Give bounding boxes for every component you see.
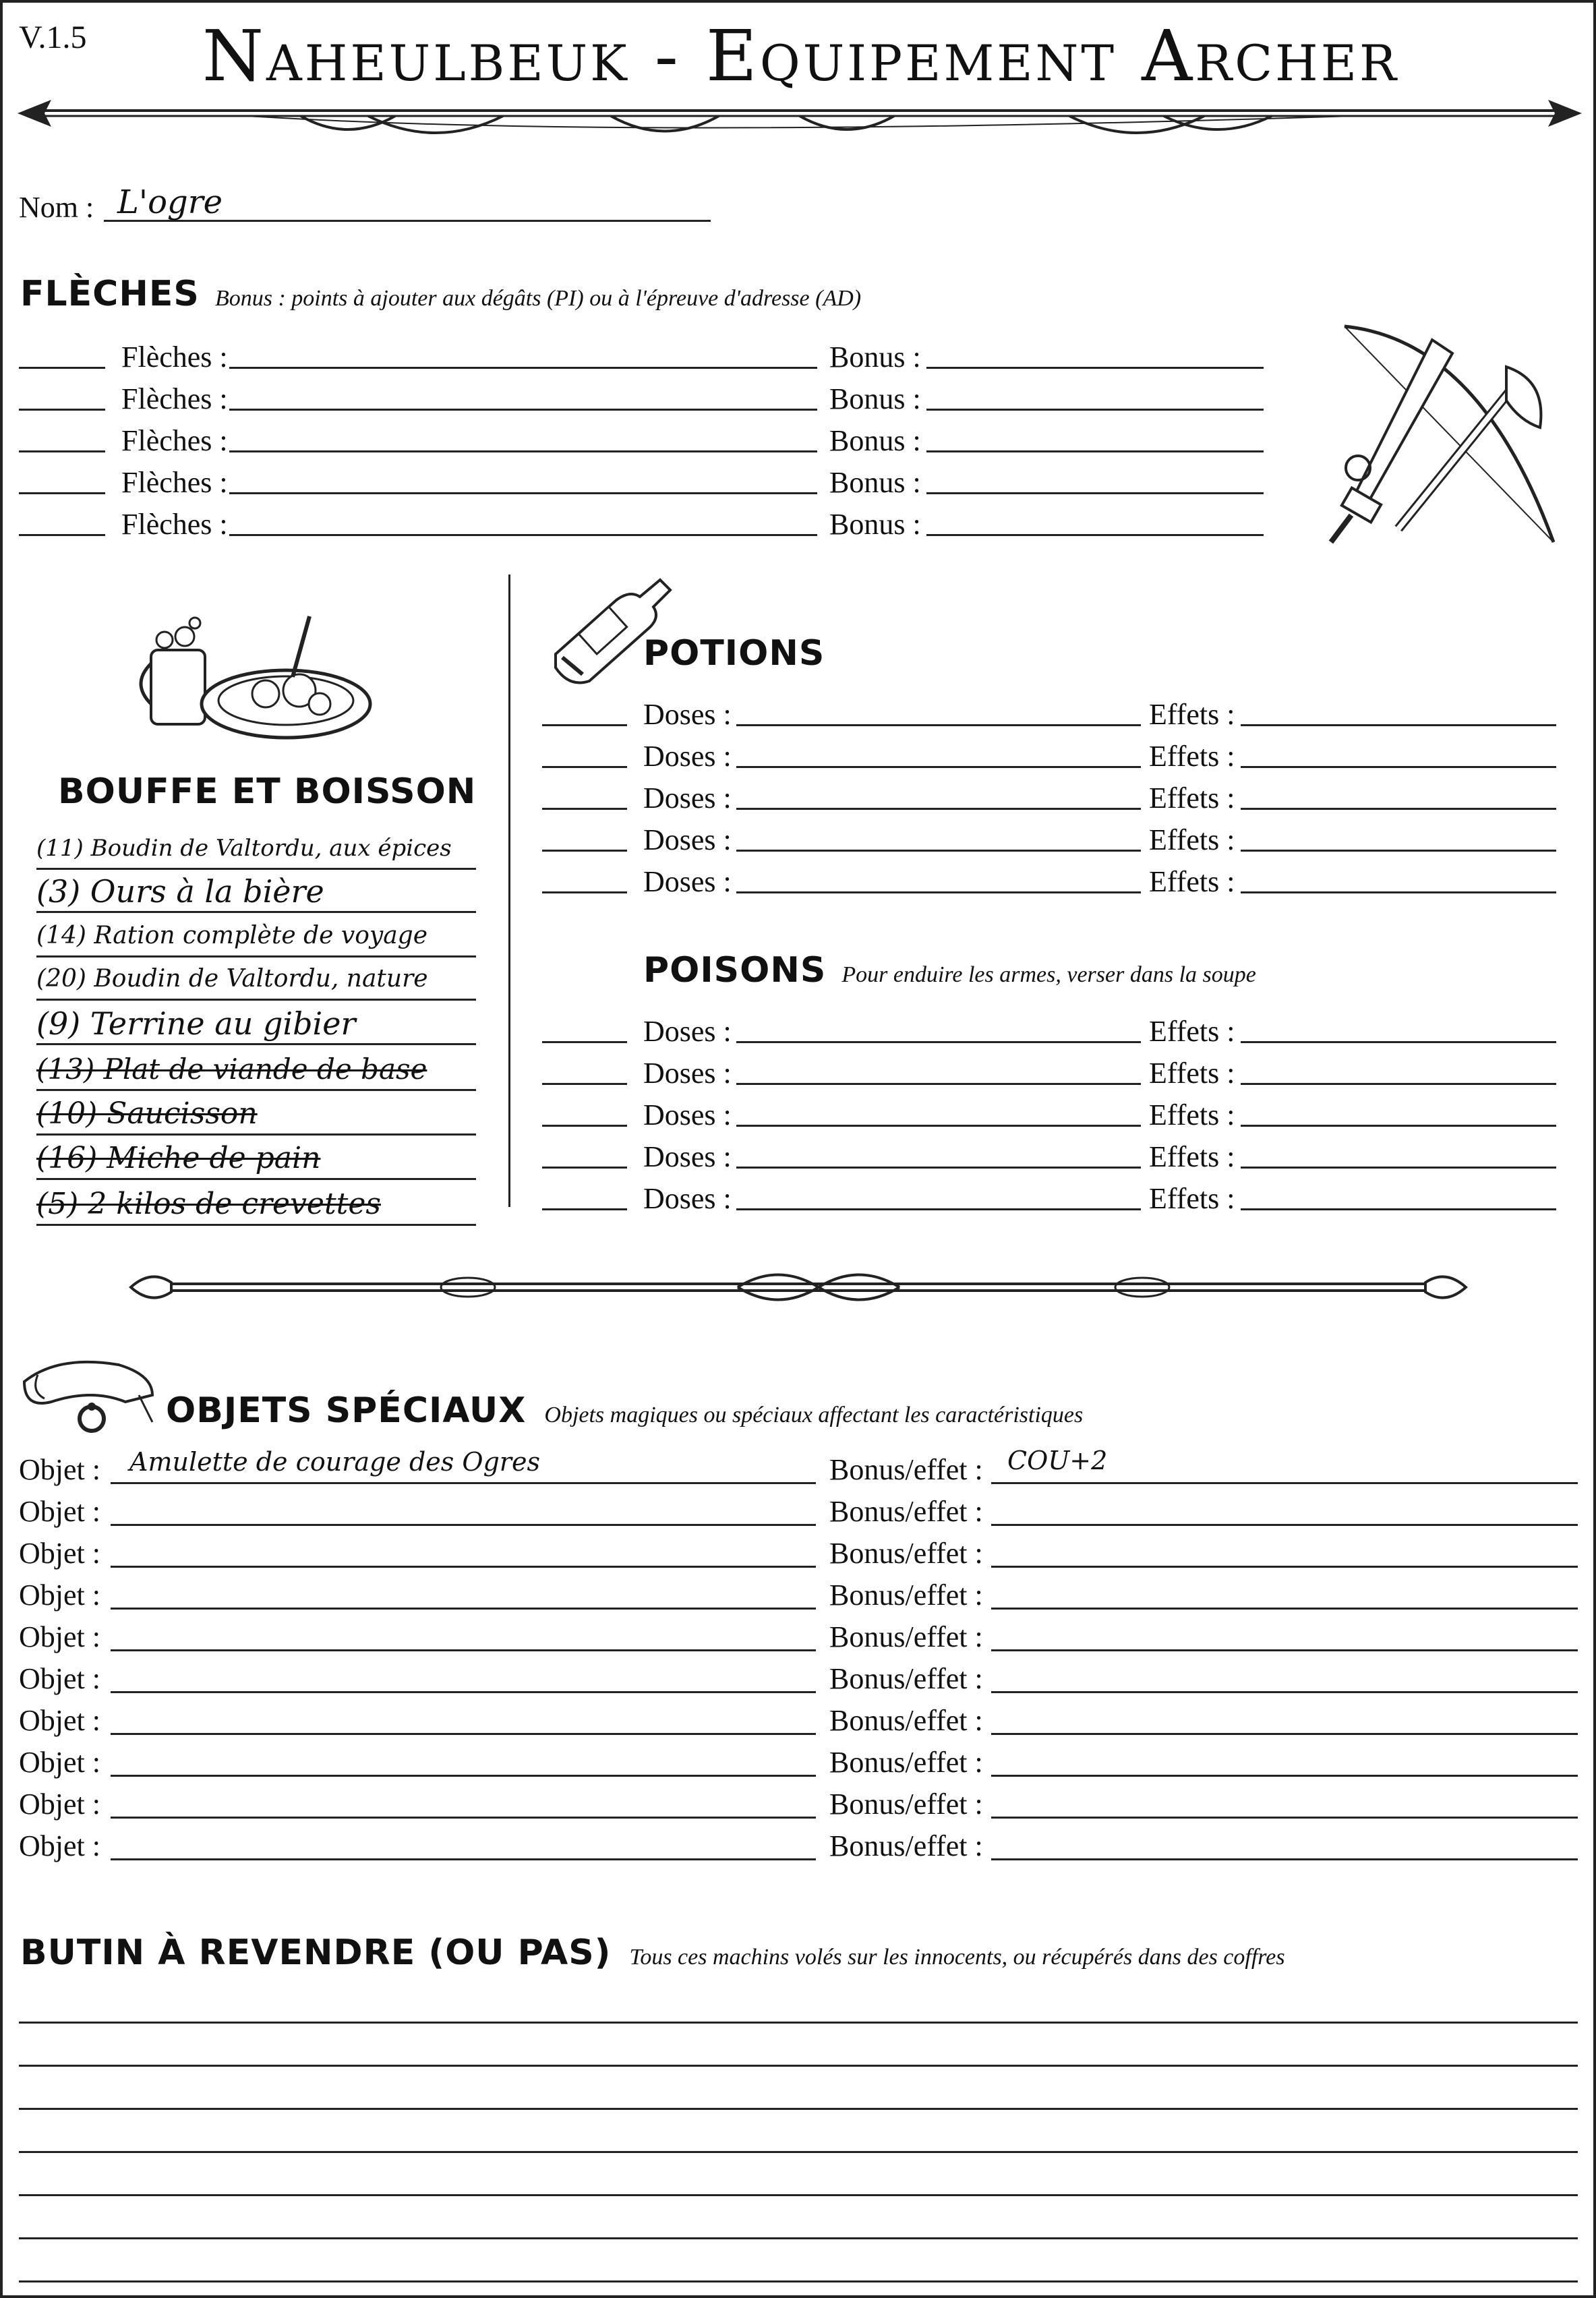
objet-bonus-label: Bonus/effet : — [829, 1829, 983, 1862]
objets-note: Objets magiques ou spéciaux affectant les caractéristiques — [544, 1403, 1084, 1427]
poisons-doses-line[interactable] — [736, 1083, 1141, 1085]
fleches-bonus-label: Bonus : — [829, 466, 921, 499]
objet-bonus-value[interactable]: COU+2 — [1007, 1446, 1108, 1475]
potions-effets-label: Effets : — [1149, 782, 1235, 815]
objet-label: Objet : — [19, 1746, 100, 1779]
fleches-label: Flèches : — [121, 466, 228, 499]
butin-line[interactable] — [19, 2022, 1578, 2024]
poisons-effets-line[interactable] — [1241, 1125, 1556, 1127]
potions-effets-line[interactable] — [1241, 766, 1556, 768]
scroll-ring-icon — [18, 1355, 159, 1436]
potions-doses-label: Doses : — [643, 865, 732, 898]
poisons-effets-line[interactable] — [1241, 1083, 1556, 1085]
poisons-doses-line[interactable] — [736, 1167, 1141, 1169]
butin-line[interactable] — [19, 2280, 1578, 2282]
potions-effets-line[interactable] — [1241, 850, 1556, 852]
poisons-doses-line[interactable] — [736, 1125, 1141, 1127]
potions-doses-label: Doses : — [643, 698, 732, 731]
potions-effets-line[interactable] — [1241, 808, 1556, 810]
butin-heading: BUTIN À REVENDRE (OU PAS) Tous ces machins volés sur les innocents, ou récupérés dans des coffres — [20, 1933, 1285, 1973]
objet-line[interactable] — [111, 1817, 816, 1819]
poisons-effets-label: Effets : — [1149, 1015, 1235, 1048]
fleches-label: Flèches : — [121, 341, 228, 374]
potions-count-line[interactable] — [542, 808, 627, 810]
objet-label: Objet : — [19, 1704, 100, 1737]
objet-line[interactable] — [111, 1566, 816, 1568]
poisons-doses-line[interactable] — [736, 1208, 1141, 1210]
poisons-doses-label: Doses : — [643, 1182, 732, 1215]
food-item[interactable]: (3) Ours à la bière — [36, 870, 476, 913]
objet-line[interactable] — [111, 1775, 816, 1777]
objet-bonus-line[interactable] — [991, 1482, 1578, 1484]
objet-bonus-line[interactable] — [991, 1775, 1578, 1777]
objet-bonus-line[interactable] — [991, 1608, 1578, 1610]
food-item[interactable]: (13) Plat de viande de base — [36, 1048, 476, 1091]
poisons-doses-label: Doses : — [643, 1015, 732, 1048]
fleches-count-line[interactable] — [19, 409, 105, 411]
objet-line[interactable] — [111, 1524, 816, 1526]
poisons-effets-line[interactable] — [1241, 1041, 1556, 1043]
food-item[interactable]: (5) 2 kilos de crevettes — [36, 1183, 476, 1226]
objet-label: Objet : — [19, 1579, 100, 1612]
poisons-count-line[interactable] — [542, 1125, 627, 1127]
food-item[interactable]: (14) Ration complète de voyage — [36, 914, 476, 958]
objet-line[interactable] — [111, 1733, 816, 1735]
objet-line[interactable] — [111, 1649, 816, 1651]
fleches-bonus-line[interactable] — [926, 534, 1264, 536]
potions-count-line[interactable] — [542, 850, 627, 852]
objet-line[interactable] — [111, 1608, 816, 1610]
fleches-heading: FLÈCHES Bonus : points à ajouter aux dégâts (PI) ou à l'épreuve d'adresse (AD) — [20, 274, 862, 314]
potions-count-line[interactable] — [542, 766, 627, 768]
potions-heading: POTIONS — [643, 633, 825, 674]
butin-line[interactable] — [19, 2237, 1578, 2239]
potions-effets-label: Effets : — [1149, 865, 1235, 898]
potions-doses-line[interactable] — [736, 808, 1141, 810]
fleches-label: Flèches : — [121, 382, 228, 415]
potions-doses-line[interactable] — [736, 766, 1141, 768]
objet-bonus-label: Bonus/effet : — [829, 1746, 983, 1779]
poisons-count-line[interactable] — [542, 1083, 627, 1085]
objet-bonus-label: Bonus/effet : — [829, 1704, 983, 1737]
objet-label: Objet : — [19, 1788, 100, 1821]
fleches-bonus-label: Bonus : — [829, 424, 921, 457]
objet-bonus-label: Bonus/effet : — [829, 1662, 983, 1695]
poisons-effets-label: Effets : — [1149, 1182, 1235, 1215]
objet-bonus-line[interactable] — [991, 1566, 1578, 1568]
objet-bonus-line[interactable] — [991, 1691, 1578, 1693]
poisons-note: Pour enduire les armes, verser dans la soupe — [841, 962, 1256, 987]
fleches-count-line[interactable] — [19, 367, 105, 369]
column-divider — [508, 574, 510, 1207]
fleches-count-line[interactable] — [19, 492, 105, 494]
fleches-bonus-line[interactable] — [926, 367, 1264, 369]
fleches-name-line[interactable] — [229, 534, 817, 536]
potions-doses-line[interactable] — [736, 850, 1141, 852]
poisons-effets-line[interactable] — [1241, 1167, 1556, 1169]
fleches-note: Bonus : points à ajouter aux dégâts (PI) ou à l'épreuve d'adresse (AD) — [214, 286, 862, 311]
poisons-doses-label: Doses : — [643, 1098, 732, 1131]
objet-bonus-line[interactable] — [991, 1817, 1578, 1819]
arrow-divider-icon — [18, 89, 1582, 150]
objet-bonus-label: Bonus/effet : — [829, 1788, 983, 1821]
poisons-doses-label: Doses : — [643, 1140, 732, 1173]
bouffe-heading: BOUFFE ET BOISSON — [58, 771, 477, 812]
objet-bonus-label: Bonus/effet : — [829, 1453, 983, 1486]
objet-bonus-label: Bonus/effet : — [829, 1537, 983, 1570]
poisons-count-line[interactable] — [542, 1167, 627, 1169]
objet-bonus-label: Bonus/effet : — [829, 1620, 983, 1653]
food-item[interactable]: (16) Miche de pain — [36, 1137, 476, 1180]
fleches-name-line[interactable] — [229, 450, 817, 452]
objet-label: Objet : — [19, 1829, 100, 1862]
objet-bonus-label: Bonus/effet : — [829, 1579, 983, 1612]
objet-line[interactable] — [111, 1482, 816, 1484]
poisons-doses-line[interactable] — [736, 1041, 1141, 1043]
fleches-bonus-line[interactable] — [926, 492, 1264, 494]
objet-bonus-line[interactable] — [991, 1733, 1578, 1735]
staff-divider-icon — [131, 1262, 1466, 1309]
potions-doses-label: Doses : — [643, 823, 732, 856]
poisons-effets-label: Effets : — [1149, 1140, 1235, 1173]
objet-label: Objet : — [19, 1620, 100, 1653]
fleches-bonus-label: Bonus : — [829, 341, 921, 374]
fleches-label: Flèches : — [121, 508, 228, 541]
objet-label: Objet : — [19, 1453, 100, 1486]
food-item[interactable]: (9) Terrine au gibier — [36, 1002, 476, 1045]
version-label: V.1.5 — [19, 20, 87, 55]
fleches-bonus-line[interactable] — [926, 450, 1264, 452]
fleches-label: Flèches : — [121, 424, 228, 457]
crossed-weapons-icon — [1318, 313, 1574, 556]
objet-label: Objet : — [19, 1662, 100, 1695]
potions-doses-line[interactable] — [736, 891, 1141, 893]
butin-line[interactable] — [19, 2065, 1578, 2067]
name-value[interactable]: L'ogre — [117, 183, 223, 221]
potions-count-line[interactable] — [542, 891, 627, 893]
poisons-effets-label: Effets : — [1149, 1098, 1235, 1131]
butin-line[interactable] — [19, 2151, 1578, 2153]
potions-count-line[interactable] — [542, 724, 627, 726]
objet-bonus-line[interactable] — [991, 1524, 1578, 1526]
food-item[interactable]: (20) Boudin de Valtordu, nature — [36, 958, 476, 1001]
objet-bonus-line[interactable] — [991, 1858, 1578, 1860]
potions-effets-line[interactable] — [1241, 891, 1556, 893]
objet-label: Objet : — [19, 1537, 100, 1570]
fleches-count-line[interactable] — [19, 450, 105, 452]
butin-note: Tous ces machins volés sur les innocents, ou récupérés dans des coffres — [629, 1945, 1285, 1970]
potions-effets-label: Effets : — [1149, 823, 1235, 856]
page-title: Naheulbeuk - Equipement Archer — [202, 15, 1399, 97]
objets-heading: OBJETS SPÉCIAUX Objets magiques ou spéciaux affectant les caractéristiques — [166, 1390, 1084, 1431]
potions-doses-label: Doses : — [643, 740, 732, 773]
fleches-name-line[interactable] — [229, 409, 817, 411]
food-plate-icon — [144, 610, 374, 744]
fleches-bonus-label: Bonus : — [829, 382, 921, 415]
objet-label: Objet : — [19, 1495, 100, 1528]
food-item[interactable]: (11) Boudin de Valtordu, aux épices — [36, 827, 476, 870]
poisons-effets-line[interactable] — [1241, 1208, 1556, 1210]
poisons-count-line[interactable] — [542, 1041, 627, 1043]
name-label: Nom : — [19, 191, 94, 224]
butin-line[interactable] — [19, 2108, 1578, 2110]
fleches-name-line[interactable] — [229, 492, 817, 494]
fleches-count-line[interactable] — [19, 534, 105, 536]
fleches-name-line[interactable] — [229, 367, 817, 369]
poisons-heading: POISONS Pour enduire les armes, verser dans la soupe — [643, 950, 1256, 991]
potions-effets-label: Effets : — [1149, 698, 1235, 731]
objet-line[interactable] — [111, 1691, 816, 1693]
fleches-bonus-line[interactable] — [926, 409, 1264, 411]
poisons-effets-label: Effets : — [1149, 1057, 1235, 1090]
potions-effets-label: Effets : — [1149, 740, 1235, 773]
butin-line[interactable] — [19, 2194, 1578, 2196]
fleches-bonus-label: Bonus : — [829, 508, 921, 541]
potions-effets-line[interactable] — [1241, 724, 1556, 726]
objet-value[interactable]: Amulette de courage des Ogres — [129, 1447, 540, 1477]
poisons-count-line[interactable] — [542, 1208, 627, 1210]
potions-doses-label: Doses : — [643, 782, 732, 815]
objet-bonus-label: Bonus/effet : — [829, 1495, 983, 1528]
food-item[interactable]: (10) Saucisson — [36, 1092, 476, 1136]
objet-line[interactable] — [111, 1858, 816, 1860]
potions-doses-line[interactable] — [736, 724, 1141, 726]
objet-bonus-line[interactable] — [991, 1649, 1578, 1651]
poisons-doses-label: Doses : — [643, 1057, 732, 1090]
